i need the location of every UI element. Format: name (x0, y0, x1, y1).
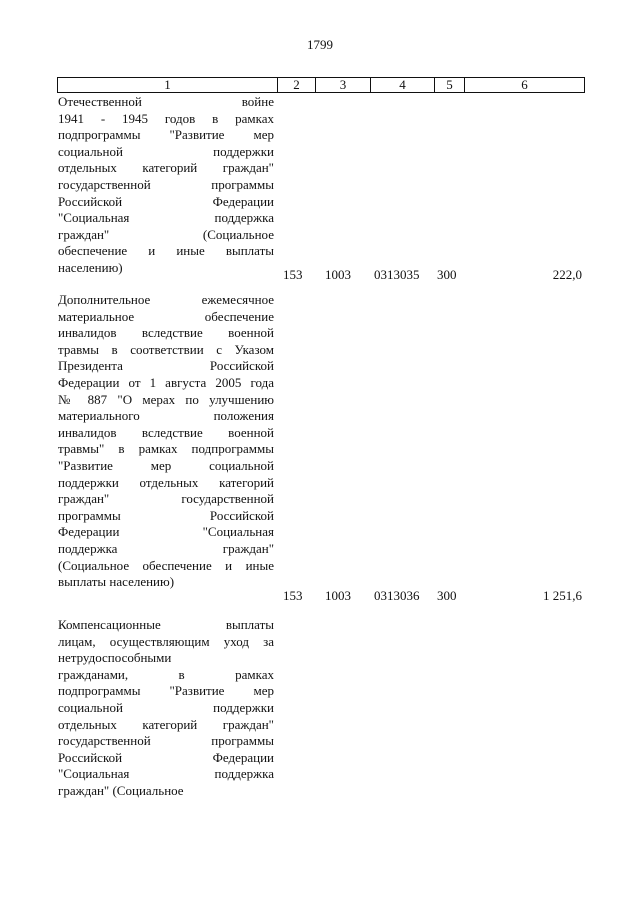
description-line: Дополнительное ежемесячное (58, 292, 274, 307)
description-line: нетрудоспособными (58, 650, 172, 666)
header-col-2: 2 (293, 77, 300, 92)
expense-type-code: 300 (437, 588, 457, 603)
description-line: Отечественной войне (58, 94, 274, 109)
description-line: выплаты населению) (58, 574, 175, 590)
header-col-6: 6 (521, 77, 528, 92)
description-line: "Социальная поддержка (58, 210, 274, 226)
description-line: (Социальное обеспечение и иные (58, 557, 274, 573)
description-line: граждан" (Социальное (58, 782, 184, 798)
description-line: Российской Федерации (58, 193, 274, 209)
description-line: подпрограммы "Развитие мер (58, 683, 274, 699)
description-line: "Социальная поддержка (58, 766, 274, 782)
description-line: № 887 "О мерах по улучшению (58, 391, 274, 407)
target-code: 0313036 (374, 588, 420, 603)
description-line: 1941 - 1945 годов в рамках (58, 110, 274, 126)
description-line: Компенсационные выплаты (58, 617, 274, 632)
description-line: травмы" в рамках подпрограммы (58, 441, 274, 457)
description-line: населению) (58, 259, 123, 275)
amount: 1 251,6 (543, 588, 582, 603)
description-line: программы Российской (58, 507, 274, 523)
table-header-row (57, 77, 585, 93)
section-code: 1003 (325, 588, 351, 603)
description-line: материальное обеспечение (58, 308, 274, 324)
description-line: поддержки отдельных категорий (58, 474, 274, 490)
ministry-code: 153 (283, 267, 303, 282)
expense-type-code: 300 (437, 267, 457, 282)
description-line: поддержка граждан" (58, 540, 274, 556)
description-line: Федерации "Социальная (58, 524, 274, 540)
description-line: Федерации от 1 августа 2005 года (58, 374, 274, 390)
ministry-code: 153 (283, 588, 303, 603)
description-line: социальной поддержки (58, 143, 274, 159)
target-code: 0313035 (374, 267, 420, 282)
header-col-5: 5 (446, 77, 453, 92)
description-line: травмы в соответствии с Указом (58, 341, 274, 357)
description-line: граждан" (Социальное (58, 226, 274, 242)
description-line: инвалидов вследствие военной (58, 325, 274, 341)
header-col-4: 4 (399, 77, 406, 92)
header-col-3: 3 (339, 77, 347, 92)
description-line: Российской Федерации (58, 749, 274, 765)
description-line: инвалидов вследствие военной (58, 424, 274, 440)
description-line: лицам, осуществляющим уход за (58, 633, 274, 649)
page-number: 1799 (307, 37, 333, 52)
description-line: отдельных категорий граждан" (58, 160, 274, 176)
description-line: социальной поддержки (58, 699, 274, 715)
row-description (58, 617, 274, 800)
description-line: государственной программы (58, 176, 274, 192)
header-col-1: 1 (164, 77, 171, 92)
row-description (58, 94, 274, 277)
description-line: граждан" государственной (58, 491, 274, 507)
amount: 222,0 (552, 267, 582, 282)
description-line: государственной программы (58, 733, 274, 749)
description-line: "Развитие мер социальной (58, 457, 274, 473)
description-line: отдельных категорий граждан" (58, 716, 274, 732)
section-code: 1003 (325, 267, 351, 282)
description-line: материального положения (58, 408, 274, 424)
description-line: обеспечение и иные выплаты (58, 243, 274, 259)
description-line: гражданами, в рамках (58, 666, 274, 682)
description-line: подпрограммы "Развитие мер (58, 127, 274, 143)
description-line: Президента Российской (58, 358, 274, 374)
row-description (58, 292, 274, 591)
